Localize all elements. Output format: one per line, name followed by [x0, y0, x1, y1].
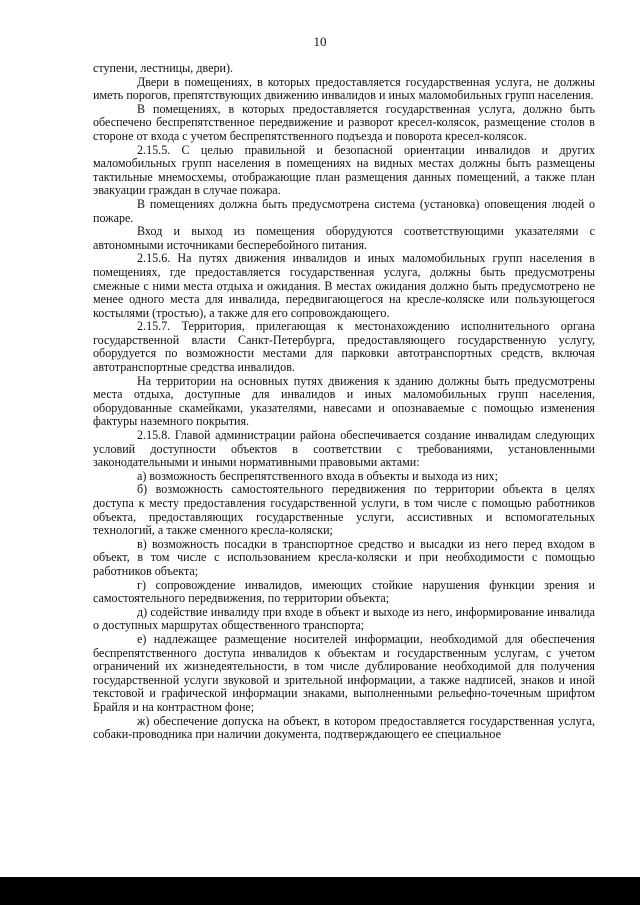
paragraph-fire-alarm: В помещениях должна быть предусмотрена система (установка) оповещения людей о пожаре. — [93, 196, 595, 225]
scan-bottom-border — [0, 877, 640, 905]
document-body — [93, 62, 595, 742]
paragraph-2-15-5: 2.15.5. С целью правильной и безопасной ориентации инвалидов и других маломобильных групп населения в помещениях на видных местах должны быть размещены тактильные мнемосхемы, отображающие план размещения данных помещений, а также план эвакуации граждан в случае пожара. — [93, 142, 595, 198]
paragraph-2-15-8: 2.15.8. Главой администрации района обеспечивается создание инвалидам следующих условий доступности объектов в соответствии с требованиями, установленными законодательными и иными нормативными правовыми актами: — [93, 428, 595, 470]
paragraph-rest-places: На территории на основных путях движения к зданию должны быть предусмотрены места отдыха, доступные для инвалидов и иных маломобильных групп населения, оборудованные скамейками, указателями, навесами и опознаваемые с помощью изменения фактуры наземного покрытия. — [93, 373, 595, 429]
list-item-e: е) надлежащее размещение носителей информации, необходимой для обеспечения беспрепятственного доступа инвалидов к объектам и государственным услугам, с учетом ограничений их жизнедеятельности, в том числе дублирование необходимой для получения государственной услуги звуковой и зрительной информации, а также надписей, знаков и иной текстовой и графической информации знаками, выполненными рельефно-точечным шрифтом Брайля и на контрастном фоне; — [93, 631, 595, 714]
list-item-b: б) возможность самостоятельного передвижения по территории объекта в целях доступа к месту предоставления государственной услуги, в том числе с помощью работников объекта, предоставляющих государственные услуги, ассистивных и вспомогательных технологий, а также сменного кресла-коляски; — [93, 482, 595, 538]
list-item-g: г) сопровождение инвалидов, имеющих стойкие нарушения функции зрения и самостоятельного передвижения, по территории объекта; — [93, 577, 595, 606]
paragraph-2-15-7: 2.15.7. Территория, прилегающая к местонахождению исполнительного органа государственной власти Санкт-Петербурга, предоставляющего государственную услугу, оборудуется по возможности местами для парковки автотранспортных средств, включая автотранспортные средства инвалидов. — [93, 319, 595, 375]
paragraph-wheelchair-movement: В помещениях, в которых предоставляется государственная услуга, должно быть обеспечено беспрепятственное передвижение и разворот кресел-колясок, размещение столов в стороне от входа с учетом беспрепятственного подъезда и поворота кресел-колясок. — [93, 101, 595, 143]
list-item-d: д) содействие инвалиду при входе в объект и выходе из него, информирование инвалида о доступных маршрутах общественного транспорта; — [93, 604, 595, 633]
paragraph-2-15-6: 2.15.6. На путях движения инвалидов и иных маломобильных групп населения в помещениях, где предоставляется государственная услуга, должны быть предусмотрены смежные с ними места отдыха и ожидания. В местах ожидания должно быть предусмотрено не менее одного места для инвалида, передвигающегося на кресле-коляске или пользующегося костылями (тростью), а также для его сопровождающего. — [93, 251, 595, 320]
list-item-zh: ж) обеспечение допуска на объект, в котором предоставляется государственная услуга, собаки-проводника при наличии документа, подтверждающего ее специальное — [93, 713, 595, 742]
paragraph-doors: Двери в помещениях, в которых предоставляется государственная услуга, не должны иметь порогов, препятствующих движению инвалидов и иных маломобильных групп населения. — [93, 74, 595, 103]
list-item-v: в) возможность посадки в транспортное средство и высадки из него перед входом в объект, в том числе с использованием кресла-коляски и при необходимости с помощью работников объекта; — [93, 536, 595, 578]
paragraph-continuation: ступени, лестницы, двери). — [93, 61, 234, 75]
list-item-a: а) возможность беспрепятственного входа в объекты и выхода из них; — [137, 468, 498, 483]
paragraph-exit-signs: Вход и выход из помещения оборудуются соответствующими указателями с автономными источниками бесперебойного питания. — [93, 224, 595, 252]
page-number: 10 — [313, 34, 327, 49]
